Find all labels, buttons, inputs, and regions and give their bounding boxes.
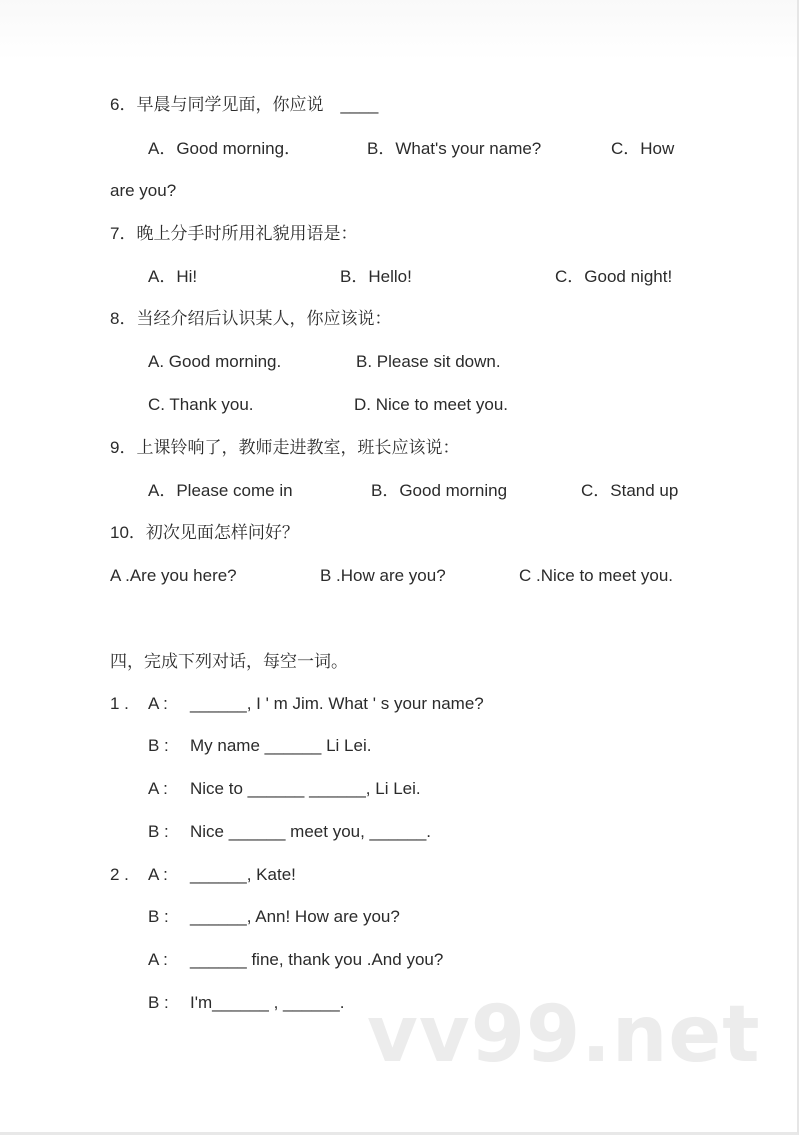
dialogue-1-line-4-speaker: B : <box>148 822 169 841</box>
question-7-option-b: B．Hello! <box>340 267 412 286</box>
dialogue-1-line-2-text: My name ______ Li Lei. <box>190 736 372 755</box>
section-4-heading: 四，完成下列对话，每空一词。 <box>110 652 348 671</box>
dialogue-2-line-3-text: ______ fine, thank you .And you? <box>190 950 444 969</box>
dialogue-2-line-1-text: ______, Kate! <box>190 865 296 884</box>
question-9-option-a: A．Please come in <box>148 481 293 500</box>
dialogue-2-number: 2 . <box>110 865 129 884</box>
dialogue-2-line-1-speaker: A : <box>148 865 168 884</box>
dialogue-1-number: 1 . <box>110 694 129 713</box>
question-10-option-a: A .Are you here? <box>110 566 237 585</box>
question-6-option-b: B．What's your name? <box>367 139 542 158</box>
dialogue-2-line-3-speaker: A : <box>148 950 168 969</box>
dialogue-2-line-2-text: ______, Ann! How are you? <box>190 907 400 926</box>
question-7-option-a: A．Hi! <box>148 267 198 286</box>
question-6-option-a: A．Good morning． <box>148 139 302 158</box>
dialogue-1-line-4-text: Nice ______ meet you, ______. <box>190 822 432 841</box>
dialogue-1-line-1-speaker: A : <box>148 694 168 713</box>
dialogue-1-line-2-speaker: B : <box>148 736 169 755</box>
question-8-option-c: C. Thank you. <box>148 395 254 414</box>
page-top-shade <box>0 0 797 60</box>
question-10-prompt: 10．初次见面怎样问好？ <box>110 523 299 542</box>
question-8-option-a: A. Good morning. <box>148 352 282 371</box>
question-7-option-c: C．Good night! <box>555 267 673 286</box>
question-9-prompt: 9．上课铃响了，教师走进教室，班长应该说： <box>110 438 460 457</box>
dialogue-2-line-2-speaker: B : <box>148 907 169 926</box>
question-8-prompt: 8．当经介绍后认识某人，你应该说： <box>110 309 392 328</box>
question-6-option-c: C．How <box>611 139 675 158</box>
question-7-prompt: 7．晚上分手时所用礼貌用语是： <box>110 224 358 243</box>
question-8-option-b: B. Please sit down. <box>356 352 501 371</box>
question-9-option-c: C．Stand up <box>581 481 679 500</box>
dialogue-1-line-3-text: Nice to ______ ______, Li Lei. <box>190 779 421 798</box>
dialogue-2-line-4-text: I'm______ , ______. <box>190 993 345 1012</box>
question-10-option-c: C .Nice to meet you. <box>519 566 674 585</box>
watermark: vv99.net <box>367 990 761 1080</box>
question-9-option-b: B．Good morning <box>371 481 508 500</box>
dialogue-2-line-4-speaker: B : <box>148 993 169 1012</box>
question-6-prompt: 6．早晨与同学见面，你应说 ____ <box>110 95 379 114</box>
dialogue-1-line-1-text: ______, I ' m Jim. What ' s your name? <box>190 694 484 713</box>
question-8-option-d: D. Nice to meet you. <box>354 395 509 414</box>
question-10-option-b: B .How are you? <box>320 566 446 585</box>
question-6-continuation: are you? <box>110 181 177 200</box>
dialogue-1-line-3-speaker: A : <box>148 779 168 798</box>
